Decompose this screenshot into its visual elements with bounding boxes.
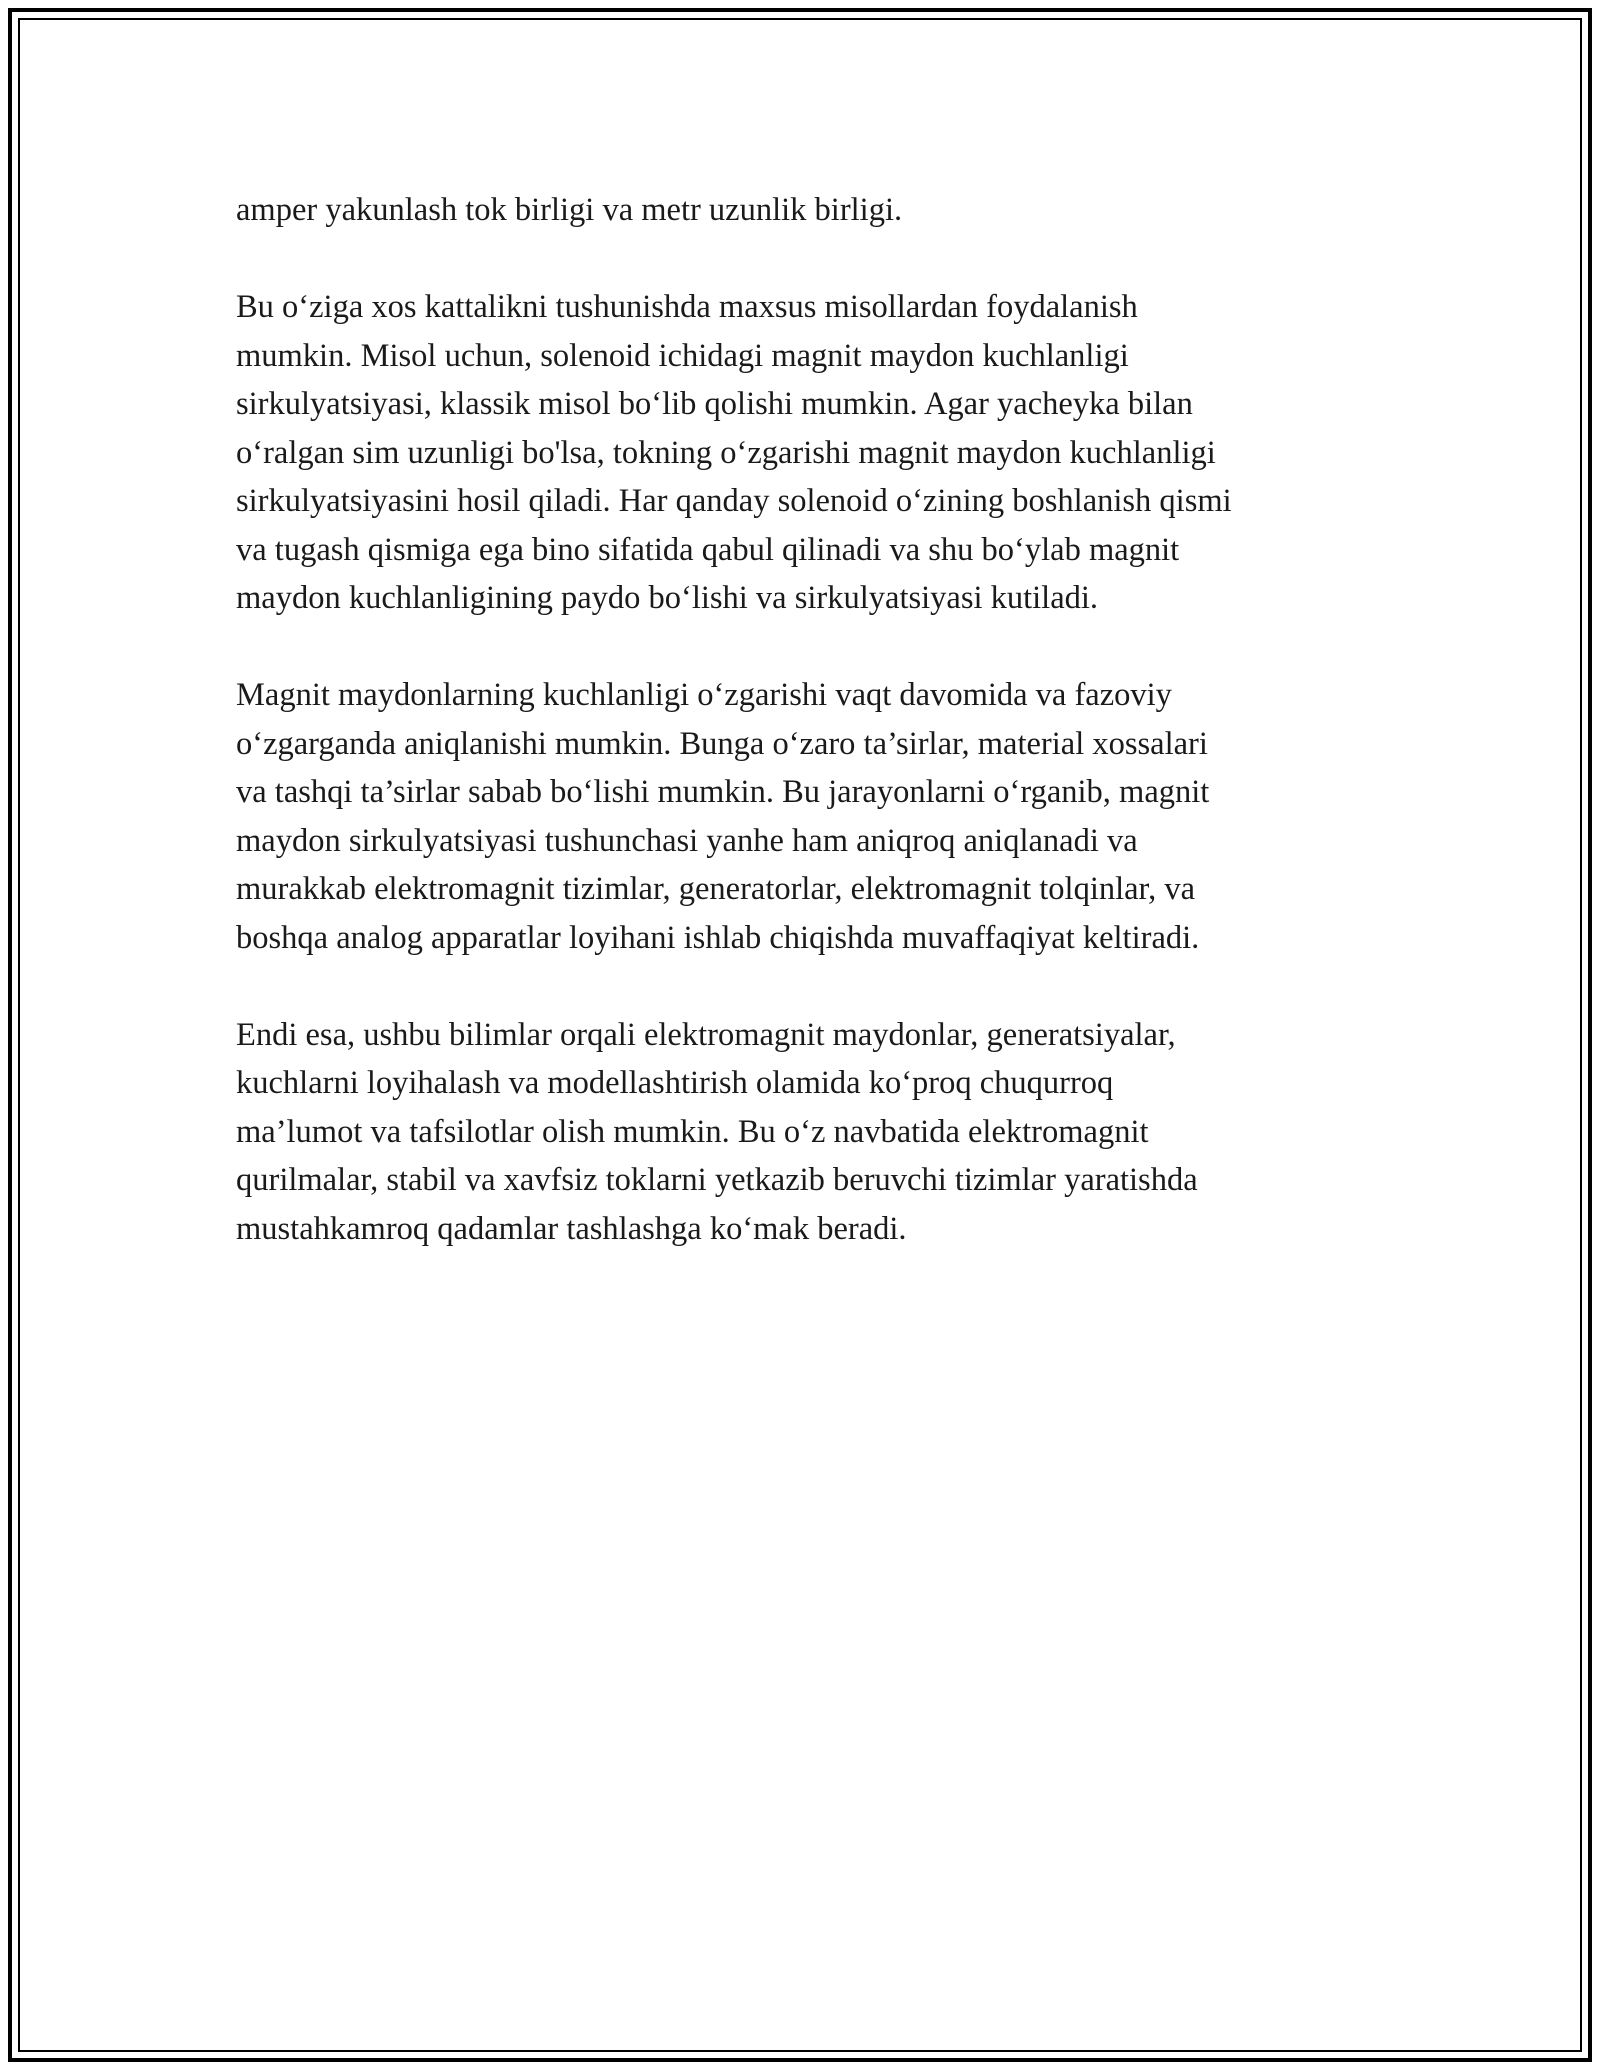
- text-line: qurilmalar, stabil va xavfsiz toklarni yetkazib beruvchi tizimlar yaratishda: [236, 1162, 1198, 1198]
- text-line: kuchlarni loyihalash va modellashtirish olamida ko‘proq chuqurroq: [236, 1065, 1114, 1101]
- document-body: [236, 186, 1371, 1302]
- text-line: sirkulyatsiyasi, klassik misol bo‘lib qolishi mumkin. Agar yacheyka bilan: [236, 386, 1193, 422]
- paragraph-3: [236, 671, 1371, 962]
- text-line: Endi esa, ushbu bilimlar orqali elektromagnit maydonlar, generatsiyalar,: [236, 1016, 1176, 1053]
- paragraph-1: [236, 186, 1371, 235]
- paragraph-4: [236, 1011, 1371, 1254]
- text-line: ma’lumot va tafsilotlar olish mumkin. Bu o‘z navbatida elektromagnit: [236, 1113, 1149, 1150]
- text-line: va tugash qismiga ega bino sifatida qabul qilinadi va shu bo‘ylab magnit: [236, 531, 1180, 568]
- text-line: mustahkamroq qadamlar tashlashga ko‘mak beradi.: [236, 1210, 907, 1247]
- text-line: o‘zgarganda aniqlanishi mumkin. Bunga o‘zaro ta’sirlar, material xossalari: [236, 725, 1208, 762]
- text-line: o‘ralgan sim uzunligi bo'lsa, tokning o‘zgarishi magnit maydon kuchlanligi: [236, 434, 1216, 471]
- text-line: murakkab elektromagnit tizimlar, generatorlar, elektromagnit tolqinlar, va: [236, 871, 1196, 907]
- text-line: Bu o‘ziga xos kattalikni tushunishda maxsus misollardan foydalanish: [236, 289, 1138, 325]
- text-line: boshqa analog apparatlar loyihani ishlab chiqishda muvaffaqiyat keltiradi.: [236, 919, 1200, 956]
- text-line: va tashqi ta’sirlar sabab bo‘lishi mumkin. Bu jarayonlarni o‘rganib, magnit: [236, 774, 1210, 810]
- text-line: sirkulyatsiyasini hosil qiladi. Har qanday solenoid o‘zining boshlanish qismi: [236, 483, 1232, 519]
- text-line: maydon sirkulyatsiyasi tushunchasi yanhe ham aniqroq aniqlanadi va: [236, 822, 1138, 859]
- text-line: mumkin. Misol uchun, solenoid ichidagi magnit maydon kuchlanligi: [236, 337, 1129, 374]
- paragraph-2: [236, 283, 1371, 623]
- text-line: amper yakunlash tok birligi va metr uzunlik birligi.: [236, 192, 903, 228]
- text-line: Magnit maydonlarning kuchlanligi o‘zgarishi vaqt davomida va fazoviy: [236, 677, 1172, 713]
- text-line: maydon kuchlanligining paydo bo‘lishi va sirkulyatsiyasi kutiladi.: [236, 580, 1099, 616]
